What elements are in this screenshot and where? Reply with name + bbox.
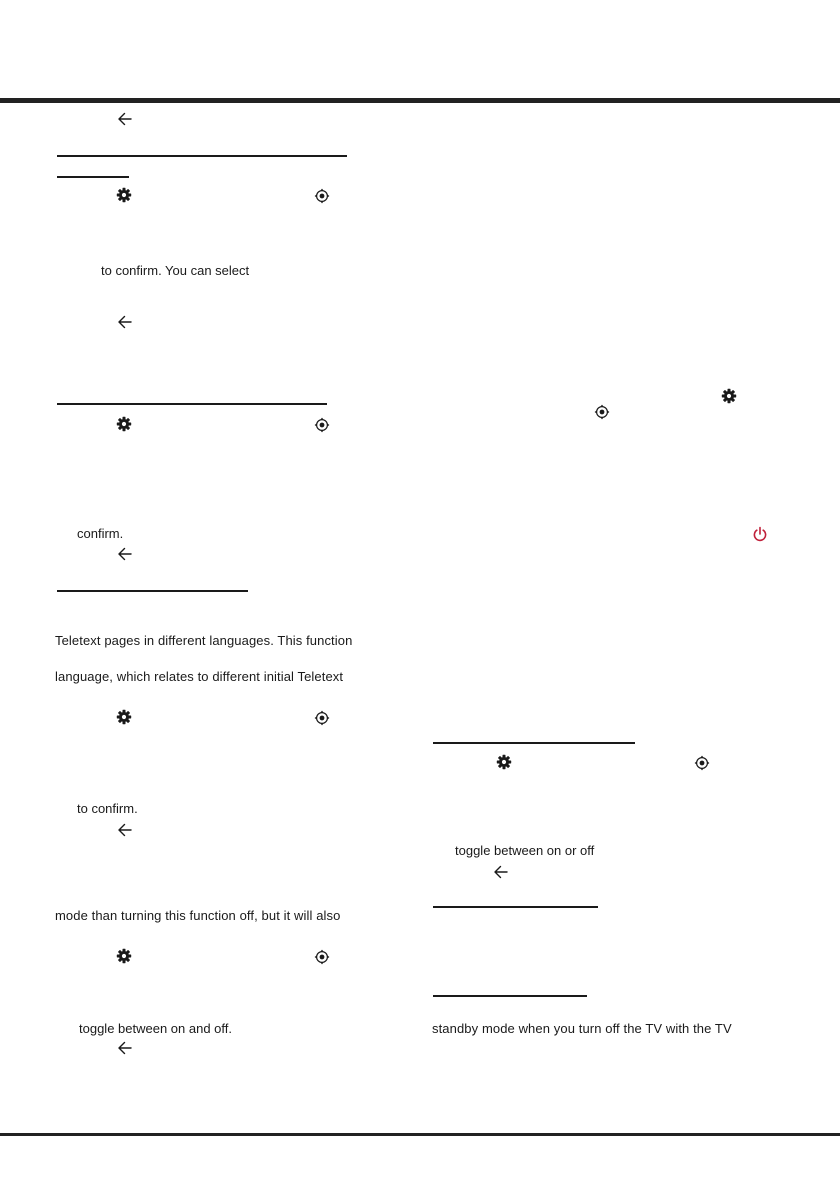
ok-select-icon (314, 949, 330, 965)
back-arrow-icon (117, 546, 133, 562)
body-text: standby mode when you turn off the TV with the TV (432, 1021, 732, 1036)
instruction-text: toggle between on and off. (79, 1021, 232, 1036)
gear-icon (116, 187, 132, 203)
body-text: Teletext pages in different languages. This function (55, 633, 353, 648)
section-heading-underline (433, 742, 635, 744)
gear-icon (116, 948, 132, 964)
section-heading-underline (57, 155, 347, 157)
power-icon (752, 526, 768, 542)
gear-icon (721, 388, 737, 404)
back-arrow-icon (117, 822, 133, 838)
ok-select-icon (694, 755, 710, 771)
instruction-text: to confirm. You can select (101, 263, 250, 278)
back-arrow-icon (117, 111, 133, 127)
back-arrow-icon (117, 314, 133, 330)
back-arrow-icon (493, 864, 509, 880)
ok-select-icon (314, 188, 330, 204)
back-arrow-icon (117, 1040, 133, 1056)
section-heading-underline (433, 906, 598, 908)
gear-icon (496, 754, 512, 770)
section-heading-underline (57, 403, 327, 405)
section-heading-underline (57, 176, 129, 178)
section-heading-underline (433, 995, 587, 997)
ok-select-icon (594, 404, 610, 420)
gear-icon (116, 709, 132, 725)
gear-icon (116, 416, 132, 432)
instruction-text: confirm. (77, 526, 124, 541)
body-text: language, which relates to different initial Teletext (55, 669, 344, 684)
ok-select-icon (314, 710, 330, 726)
ok-select-icon (314, 417, 330, 433)
header-rule (0, 98, 840, 103)
instruction-text: to confirm. (77, 801, 138, 816)
section-heading-underline (57, 590, 248, 592)
instruction-text: toggle between on or off (455, 843, 595, 858)
body-text: mode than turning this function off, but it will also (55, 908, 341, 923)
footer-rule (0, 1133, 840, 1136)
